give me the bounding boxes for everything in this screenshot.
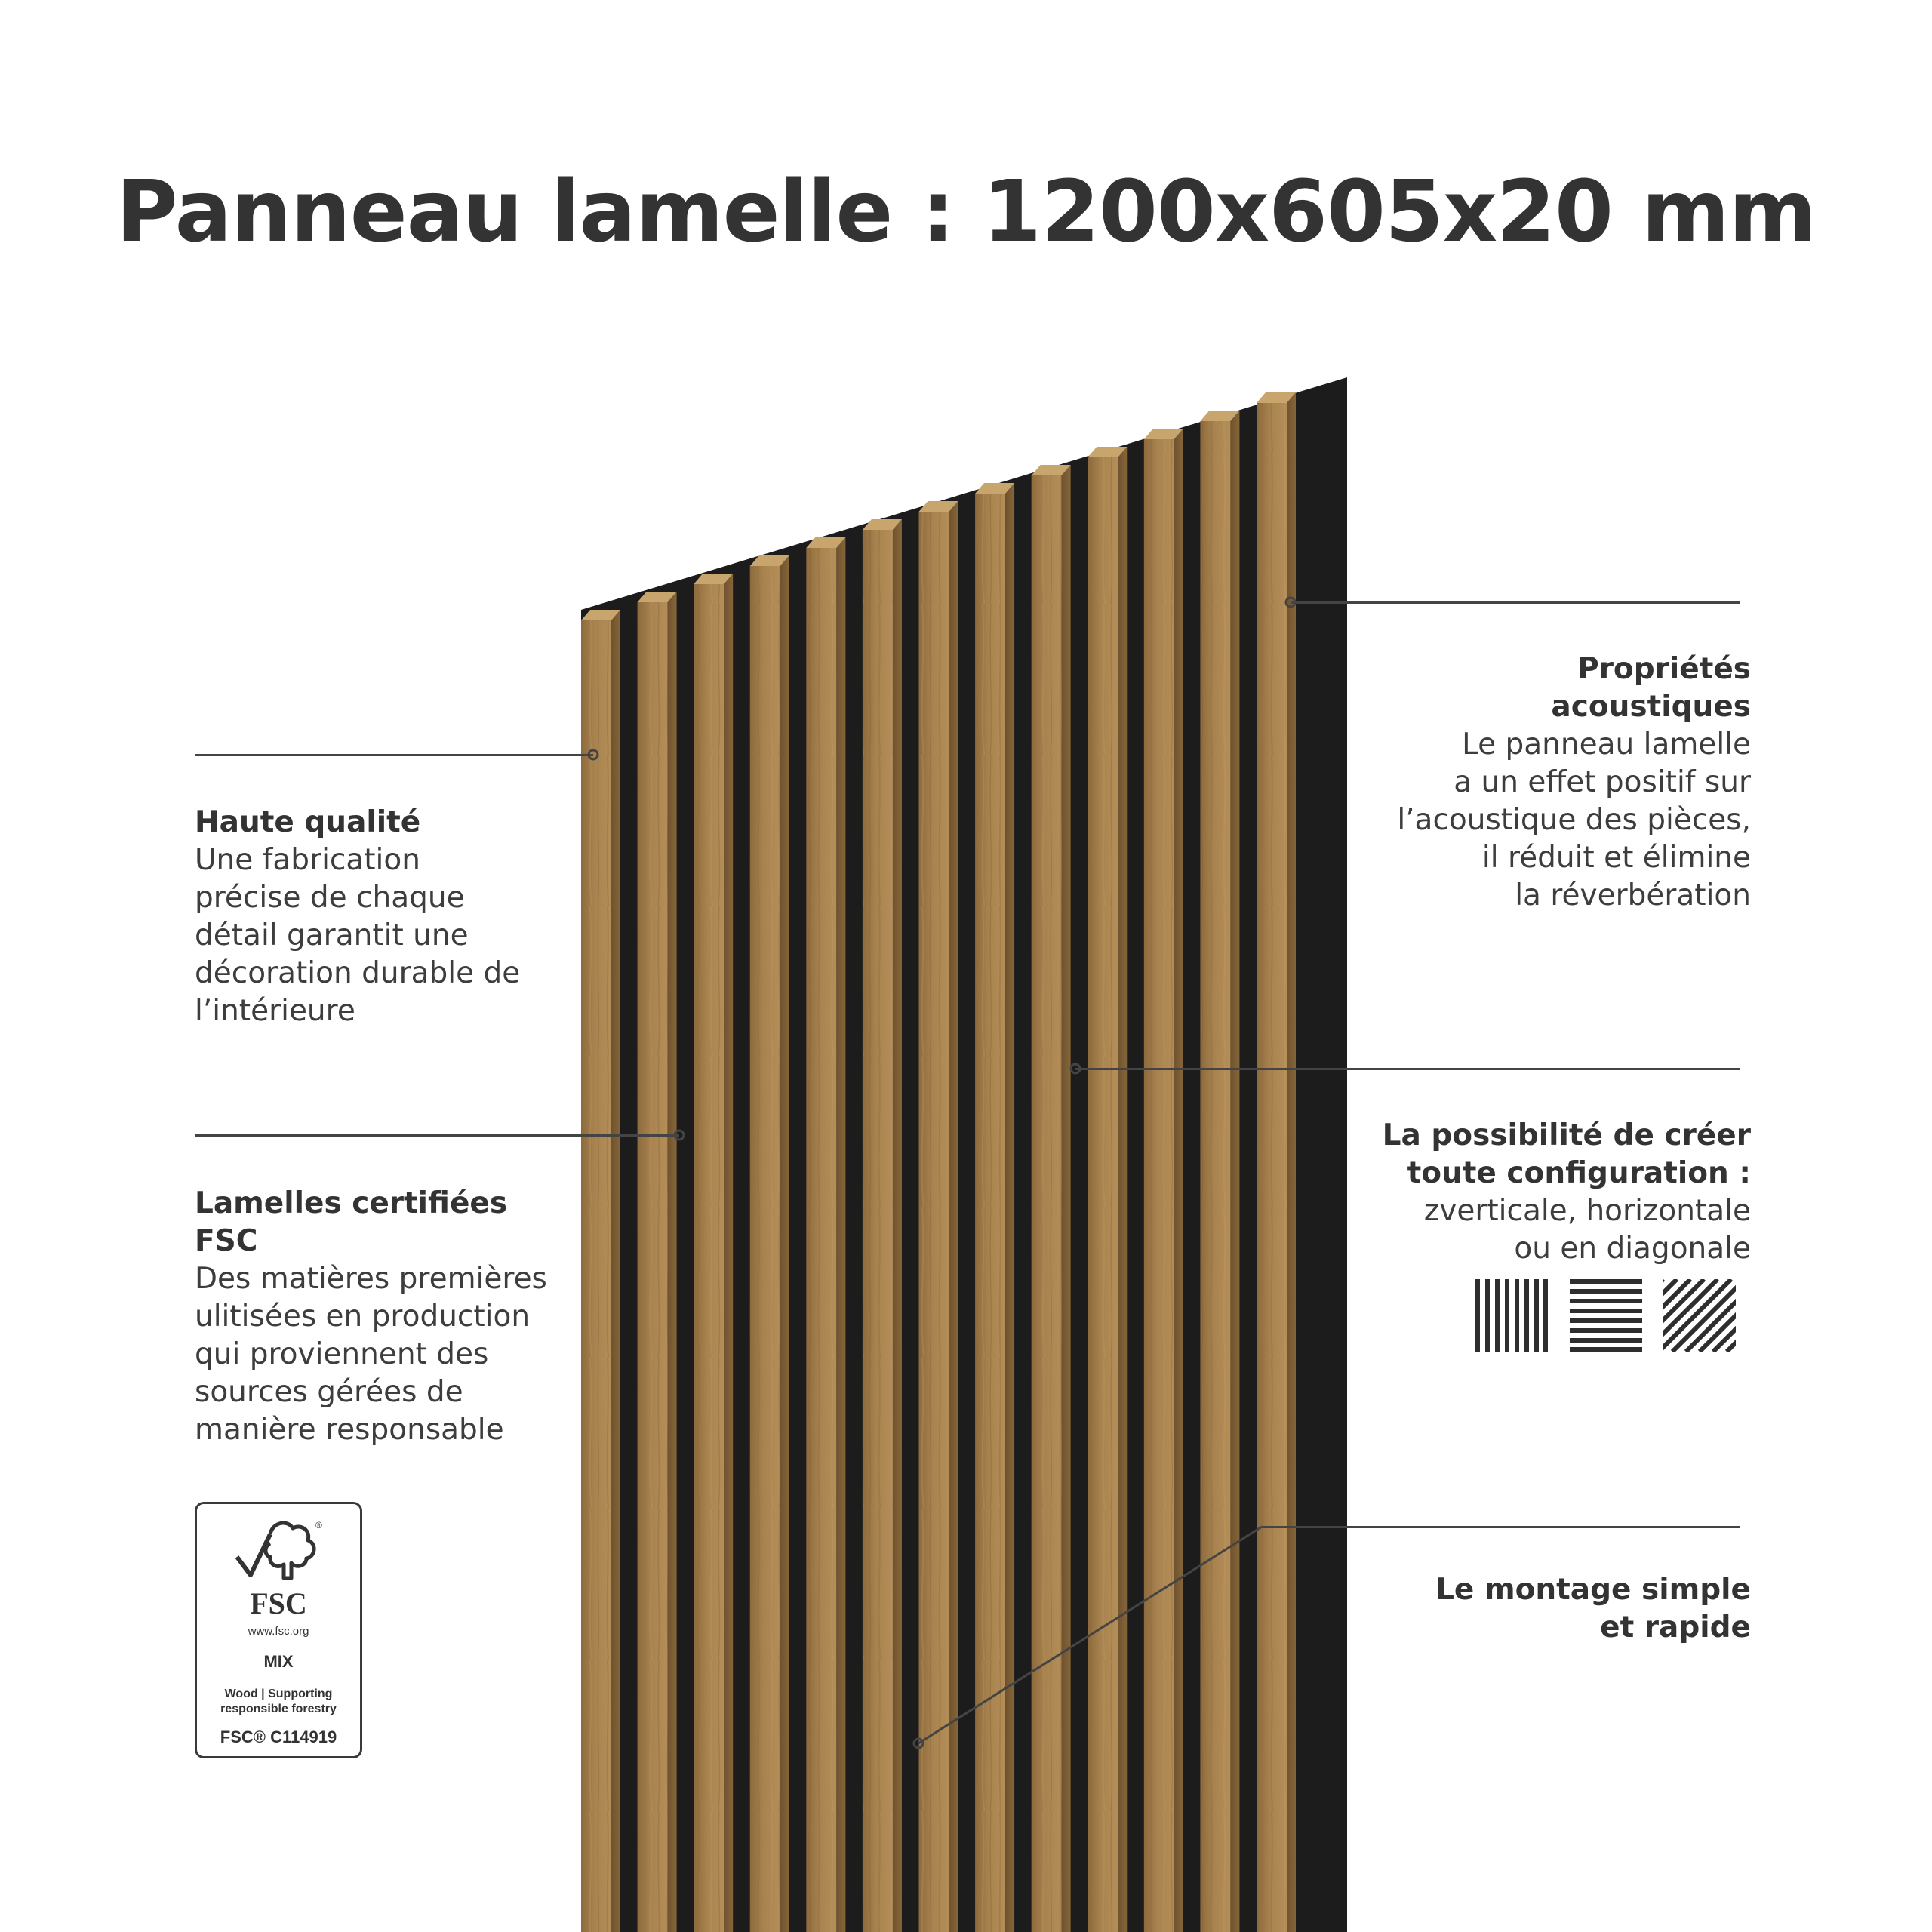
vertical-lines-icon [1475, 1279, 1548, 1352]
fsc-certification-label [195, 1502, 362, 1758]
feature-fsc-body: Des matières premières ulitisées en production qui proviennent des sources gérées de manière responsable [195, 1262, 547, 1447]
horizontal-lines-icon [1570, 1279, 1642, 1352]
fsc-mix: MIX [263, 1652, 294, 1671]
leader-dot [675, 1131, 684, 1140]
fsc-logo-word: FSC [250, 1586, 307, 1620]
feature-acoustic [1397, 651, 1751, 915]
leader-dot [1286, 598, 1295, 607]
svg-text:®: ® [315, 1520, 322, 1531]
leader-line-mounting-diagonal [918, 1527, 1262, 1743]
page-title: Panneau lamelle : 1200x605x20 mm [115, 163, 1817, 261]
leader-dot [1071, 1064, 1080, 1073]
diagonal-lines-icon [1663, 1279, 1736, 1352]
feature-quality-body: Une fabrication précise de chaque détail garantit une décoration durable de l’intérieure [195, 843, 521, 1028]
fsc-code: FSC® C114919 [220, 1727, 337, 1746]
fsc-url: www.fsc.org [248, 1625, 309, 1638]
feature-mounting [1435, 1571, 1751, 1647]
feature-configuration-heading: La possibilité de créer toute configuration : [1382, 1118, 1751, 1190]
feature-quality-heading: Haute qualité [195, 805, 421, 839]
feature-mounting-heading: Le montage simple et rapide [1435, 1573, 1751, 1644]
feature-fsc [195, 1185, 547, 1449]
fsc-subtitle: Wood | Supporting responsible forestry [220, 1687, 337, 1715]
feature-acoustic-body: Le panneau lamelle a un effet positif sur l’acoustique des pièces, il réduit et élimine la réverbération [1397, 728, 1751, 912]
leader-dot [589, 750, 598, 759]
feature-configuration-body: zverticale, horizontale ou en diagonale [1423, 1194, 1751, 1266]
feature-fsc-heading: Lamelles certifiées FSC [195, 1186, 508, 1258]
feature-configuration [1383, 1117, 1751, 1268]
feature-acoustic-heading: Propriétés acoustiques [1551, 652, 1751, 724]
fsc-tree-checkmark-icon [231, 1518, 329, 1586]
feature-quality [195, 804, 520, 1030]
